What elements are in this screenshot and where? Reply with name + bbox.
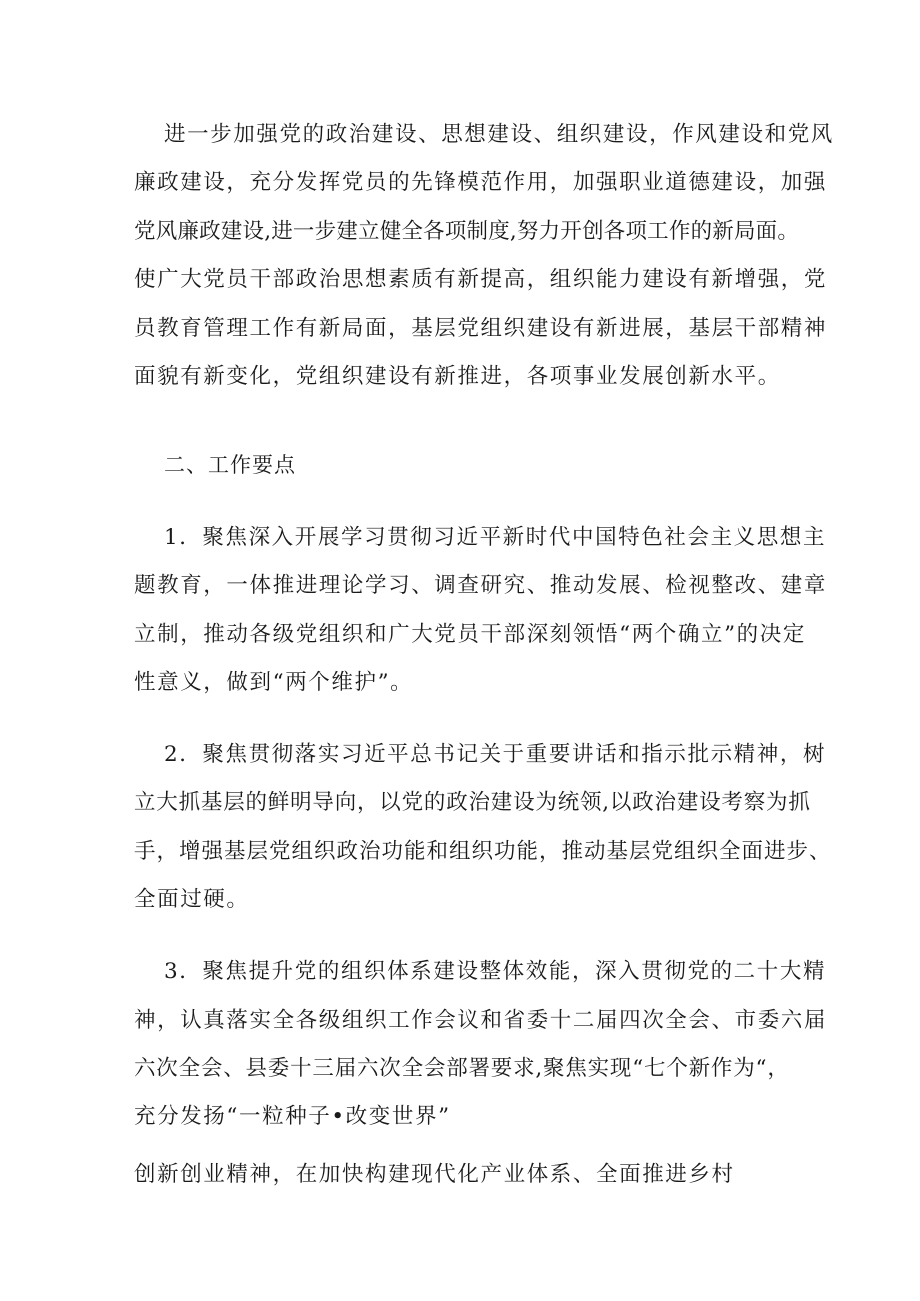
- paragraph-line: 性意义，做到“两个维护”。: [134, 670, 414, 695]
- paragraph-line: 1．聚焦深入开展学习贯彻习近平新时代中国特色社会主义思想主: [164, 525, 827, 550]
- paragraph-line: 六次全会、县委十三届六次全会部署要求,聚焦实现“七个新作为“，: [134, 1056, 790, 1081]
- paragraph-line: 全面过硬。: [134, 887, 250, 912]
- paragraph-line: 2．聚焦贯彻落实习近平总书记关于重要讲话和指示批示精神，树: [164, 742, 827, 767]
- paragraph-line: 党风廉政建设,进一步建立健全各项制度,努力开创各项工作的新局面。: [134, 219, 800, 244]
- paragraph-line: 立大抓基层的鲜明导向，以党的政治建设为统领,以政治建设考察为抓: [134, 790, 811, 815]
- paragraph-line: 员教育管理工作有新局面，基层党组织建设有新进展，基层干部精神: [134, 316, 828, 341]
- section-heading: 二、工作要点: [164, 453, 296, 477]
- trailing-line: 创新创业精神，在加快构建现代化产业体系、全面推进乡村: [134, 1162, 735, 1187]
- paragraph-line: 题教育，一体推进理论学习、调查研究、推动发展、检视整改、建章: [134, 573, 828, 598]
- paragraph-line: 使广大党员干部政治思想素质有新提高，组织能力建设有新增强，党: [134, 267, 828, 292]
- paragraph-line: 进一步加强党的政治建设、思想建设、组织建设，作风建设和党风: [164, 122, 834, 147]
- paragraph-line: 3．聚焦提升党的组织体系建设整体效能，深入贯彻党的二十大精: [164, 959, 827, 984]
- paragraph-line: 充分发扬“一粒种子•改变世界”: [134, 1104, 451, 1129]
- paragraph-line: 廉政建设，充分发挥党员的先锋模范作用，加强职业道德建设，加强: [134, 170, 828, 195]
- paragraph-line: 立制，推动各级党组织和广大党员干部深刻领悟“两个确立”的决定: [134, 622, 806, 647]
- paragraph-line: 神，认真落实全各级组织工作会议和省委十二届四次全会、市委六届: [134, 1008, 828, 1033]
- paragraph-line: 面貌有新变化，党组织建设有新推进，各项事业发展创新水平。: [134, 364, 781, 389]
- paragraph-line: 手，增强基层党组织政治功能和组织功能，推动基层党组织全面进步、: [134, 839, 832, 864]
